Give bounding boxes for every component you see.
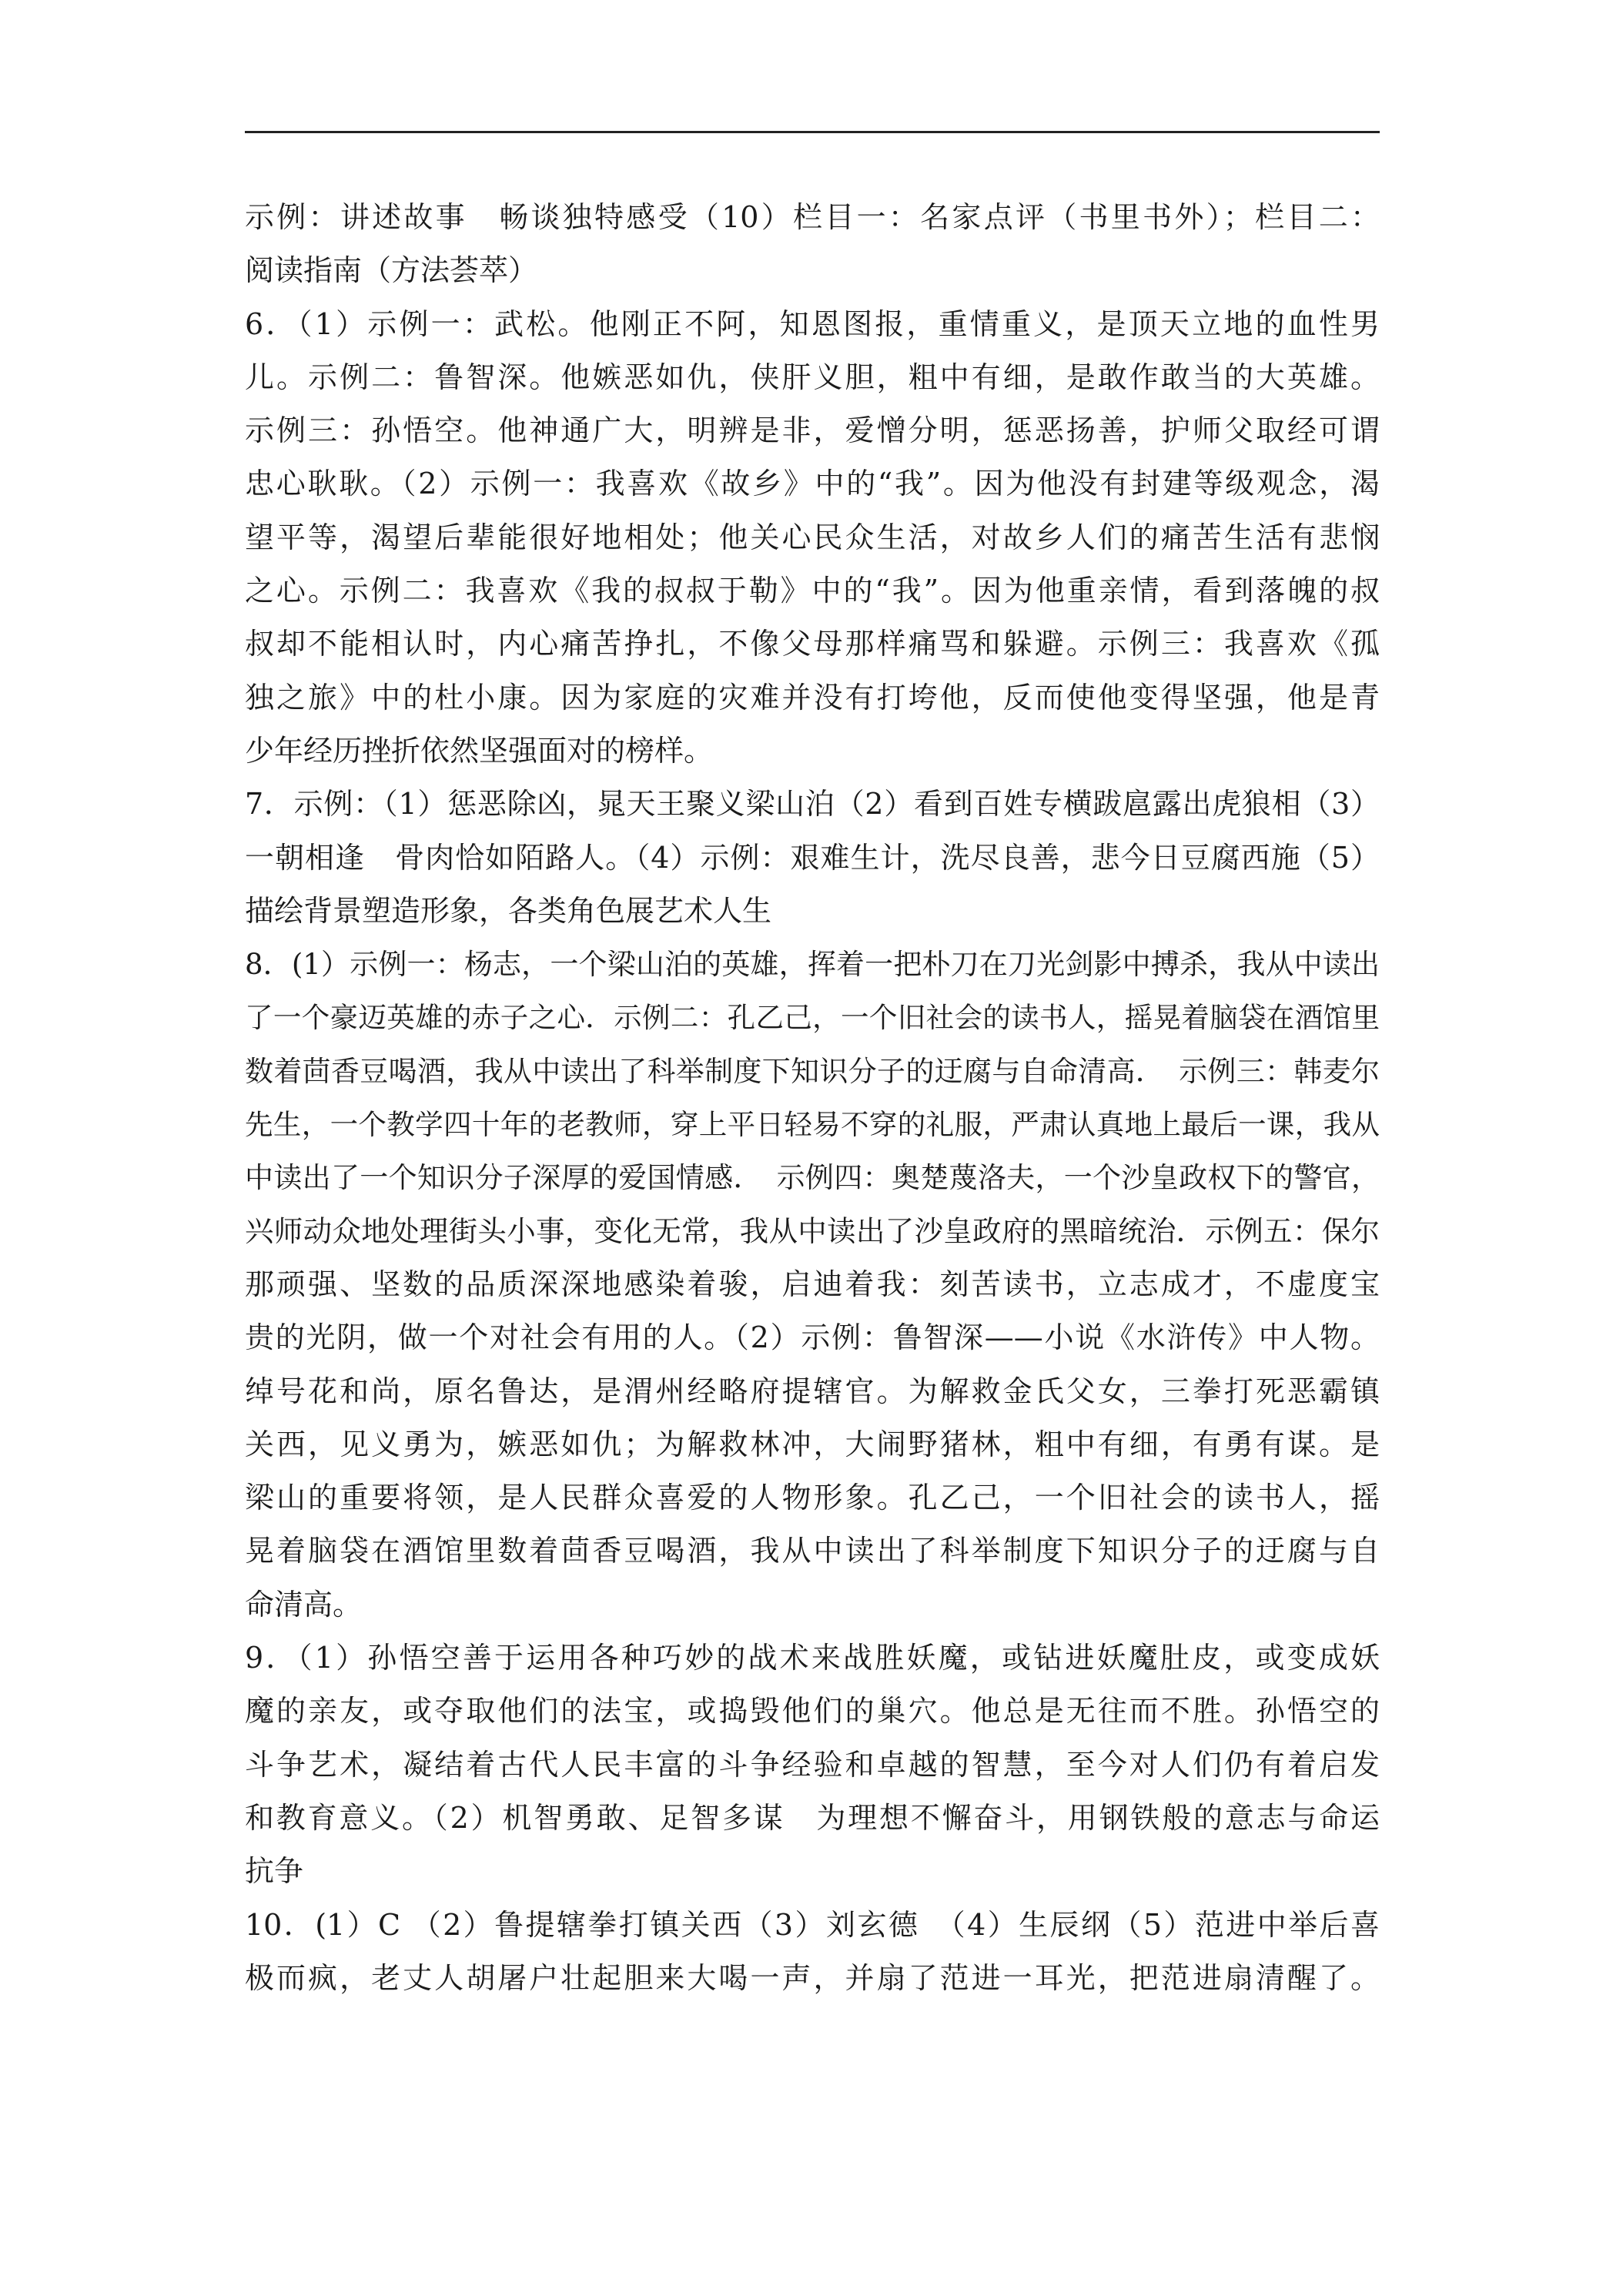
- text-line: 中读出了一个知识分子深厚的爱国情感． 示例四：奥楚蔑洛夫，一个沙皇政权下的警官，: [245, 1161, 1380, 1195]
- text-line: 抗争: [245, 1854, 304, 1889]
- text-line: 绰号花和尚，原名鲁达，是渭州经略府提辖官。为解救金氏父女，三拳打死恶霸镇: [245, 1374, 1380, 1408]
- answer-text-body: [245, 191, 1380, 2005]
- text-line: 了一个豪迈英雄的赤子之心．示例二：孔乙己，一个旧社会的读书人，摇晃着脑袋在酒馆里: [245, 1001, 1380, 1035]
- text-line: 和教育意义。（2）机智勇敢、足智多谋 为理想不懈奋斗，用钢铁般的意志与命运: [245, 1800, 1380, 1835]
- text-line: 独之旅》中的杜小康。因为家庭的灾难并没有打垮他，反而使他变得坚强，他是青: [245, 680, 1380, 715]
- text-line: 贵的光阴，做一个对社会有用的人。（2）示例：鲁智深——小说《水浒传》中人物。: [245, 1320, 1380, 1355]
- text-line: 魔的亲友，或夺取他们的法宝，或捣毁他们的巢穴。他总是无往而不胜。孙悟空的: [245, 1694, 1380, 1729]
- text-line: 望平等，渴望后辈能很好地相处；他关心民众生活，对故乡人们的痛苦生活有悲悯: [245, 520, 1380, 554]
- text-line: 数着茴香豆喝酒，我从中读出了科举制度下知识分子的迂腐与自命清高． 示例三：韩麦尔: [245, 1054, 1380, 1088]
- text-line: 一朝相逢 骨肉恰如陌路人。（4）示例：艰难生计，洗尽良善，悲今日豆腐西施（5）: [245, 840, 1380, 875]
- text-line: 10．(1）C （2）鲁提辖拳打镇关西（3）刘玄德 （4）生辰纲（5）范进中举后喜: [245, 1907, 1380, 1942]
- text-line: 描绘背景塑造形象，各类角色展艺术人生: [245, 893, 772, 928]
- text-line: 9．（1）孙悟空善于运用各种巧妙的战术来战胜妖魔，或钻进妖魔肚皮，或变成妖: [245, 1641, 1380, 1675]
- text-line: 之心。示例二：我喜欢《我的叔叔于勒》中的“我”。因为他重亲情，看到落魄的叔: [245, 574, 1380, 608]
- text-line: 斗争艺术，凝结着古代人民丰富的斗争经验和卓越的智慧，至今对人们仍有着启发: [245, 1747, 1380, 1782]
- text-line: 关西，见义勇为，嫉恶如仇；为解救林冲，大闹野猪林，粗中有细，有勇有谋。是: [245, 1427, 1380, 1461]
- text-line: 示例三：孙悟空。他神通广大，明辨是非，爱憎分明，惩恶扬善，护师父取经可谓: [245, 413, 1380, 448]
- text-line: 叔却不能相认时，内心痛苦挣扎，不像父母那样痛骂和躲避。示例三：我喜欢《孤: [245, 627, 1380, 661]
- text-line: 先生，一个教学四十年的老教师，穿上平日轻易不穿的礼服，严肃认真地上最后一课，我从: [245, 1108, 1380, 1142]
- text-line: 阅读指南（方法荟萃）: [245, 253, 538, 288]
- text-line: 7．示例：（1）惩恶除凶，晁天王聚义梁山泊（2）看到百姓专横跋扈露出虎狼相（3）: [245, 787, 1380, 822]
- text-line: 少年经历挫折依然坚强面对的榜样。: [245, 733, 714, 768]
- text-line: 命清高。: [245, 1587, 363, 1622]
- text-line: 梁山的重要将领，是人民群众喜爱的人物形象。孔乙己，一个旧社会的读书人，摇: [245, 1481, 1380, 1515]
- text-line: 忠心耿耿。（2）示例一：我喜欢《故乡》中的“我”。因为他没有封建等级观念，渴: [245, 467, 1380, 501]
- text-line: 晃着脑袋在酒馆里数着茴香豆喝酒，我从中读出了科举制度下知识分子的迂腐与自: [245, 1534, 1380, 1568]
- text-line: 8．(1）示例一：杨志，一个梁山泊的英雄，挥着一把朴刀在刀光剑影中搏杀，我从中读出: [245, 948, 1380, 982]
- text-line: 极而疯，老丈人胡屠户壮起胆来大喝一声，并扇了范进一耳光，把范进扇清醒了。: [245, 1960, 1380, 1995]
- text-line: 儿。示例二：鲁智深。他嫉恶如仇，侠肝义胆，粗中有细，是敢作敢当的大英雄。: [245, 360, 1380, 394]
- text-line: 兴师动众地处理街头小事，变化无常，我从中读出了沙皇政府的黑暗统治．示例五：保尔: [245, 1213, 1380, 1248]
- text-line: 6．（1）示例一：武松。他刚正不阿，知恩图报，重情重义，是顶天立地的血性男: [245, 306, 1380, 341]
- text-line: 那顽强、坚数的品质深深地感染着骏，启迪着我：刻苦读书，立志成才，不虚度宝: [245, 1267, 1380, 1301]
- header-rule: [245, 131, 1380, 133]
- text-line: 示例：讲述故事 畅谈独特感受（10）栏目一：名家点评（书里书外）；栏目二：: [245, 200, 1380, 234]
